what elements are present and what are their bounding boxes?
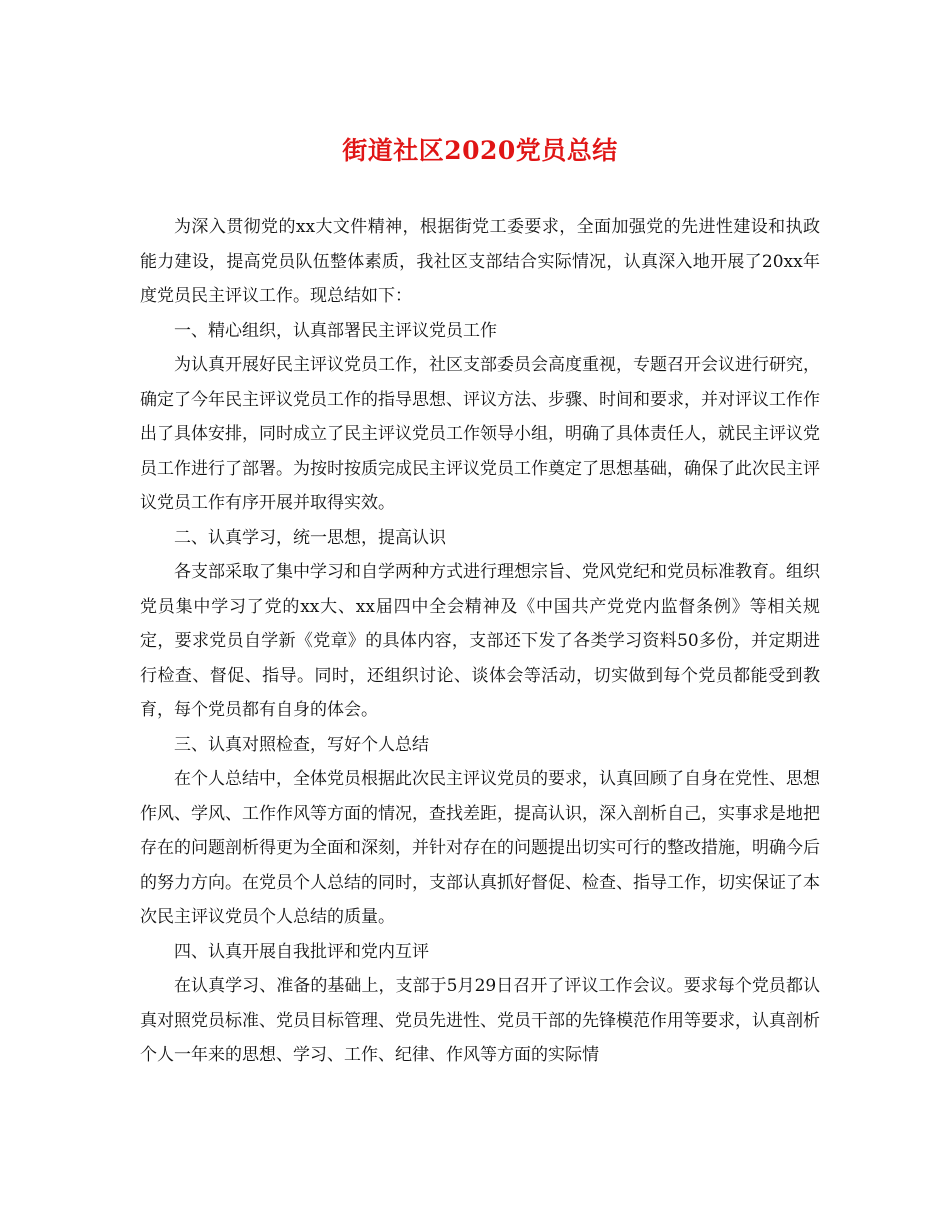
body-paragraph: 在个人总结中，全体党员根据此次民主评议党员的要求，认真回顾了自身在党性、思想作风、学风、工作作风等方面的情况，查找差距，提高认识，深入剖析自己，实事求是地把存在的问题剖析得更为全面和深刻，并针对存在的问题提出切实可行的整改措施，明确今后的努力方向。在党员个人总结的同时，支部认真抓好督促、检查、指导工作，切实保证了本次民主评议党员个人总结的质量。 xyxy=(140,769,820,927)
document-body xyxy=(140,210,820,1073)
document-page xyxy=(140,128,820,1073)
section-heading: 二、认真学习，统一思想，提高认识 xyxy=(174,527,446,548)
section-heading: 三、认真对照检查，写好个人总结 xyxy=(174,734,429,755)
body-paragraph: 为深入贯彻党的xx大文件精神，根据街党工委要求，全面加强党的先进性建设和执政能力建设，提高党员队伍整体素质，我社区支部结合实际情况，认真深入地开展了20xx年度党员民主评议工作。现总结如下： xyxy=(140,217,820,306)
body-paragraph: 为认真开展好民主评议党员工作，社区支部委员会高度重视，专题召开会议进行研究，确定了今年民主评议党员工作的指导思想、评议方法、步骤、时间和要求，并对评议工作作出了具体安排，同时成立了民主评议党员工作领导小组，明确了具体责任人，就民主评议党员工作进行了部署。为按时按质完成民主评议党员工作奠定了思想基础，确保了此次民主评议党员工作有序开展并取得实效。 xyxy=(140,355,820,513)
document-title: 街道社区2020党员总结 xyxy=(342,136,618,165)
body-paragraph: 在认真学习、准备的基础上，支部于5月29日召开了评议工作会议。要求每个党员都认真对照党员标准、党员目标管理、党员先进性、党员干部的先锋模范作用等要求，认真剖析个人一年来的思想、学习、工作、纪律、作风等方面的实际情 xyxy=(140,976,820,1065)
body-paragraph: 各支部采取了集中学习和自学两种方式进行理想宗旨、党风党纪和党员标准教育。组织党员集中学习了党的xx大、xx届四中全会精神及《中国共产党党内监督条例》等相关规定，要求党员自学新《党章》的具体内容，支部还下发了各类学习资料50多份，并定期进行检查、督促、指导。同时，还组织讨论、谈体会等活动，切实做到每个党员都能受到教育，每个党员都有自身的体会。 xyxy=(140,562,820,720)
section-heading: 一、精心组织，认真部署民主评议党员工作 xyxy=(174,320,497,341)
section-heading: 四、认真开展自我批评和党内互评 xyxy=(174,941,429,962)
